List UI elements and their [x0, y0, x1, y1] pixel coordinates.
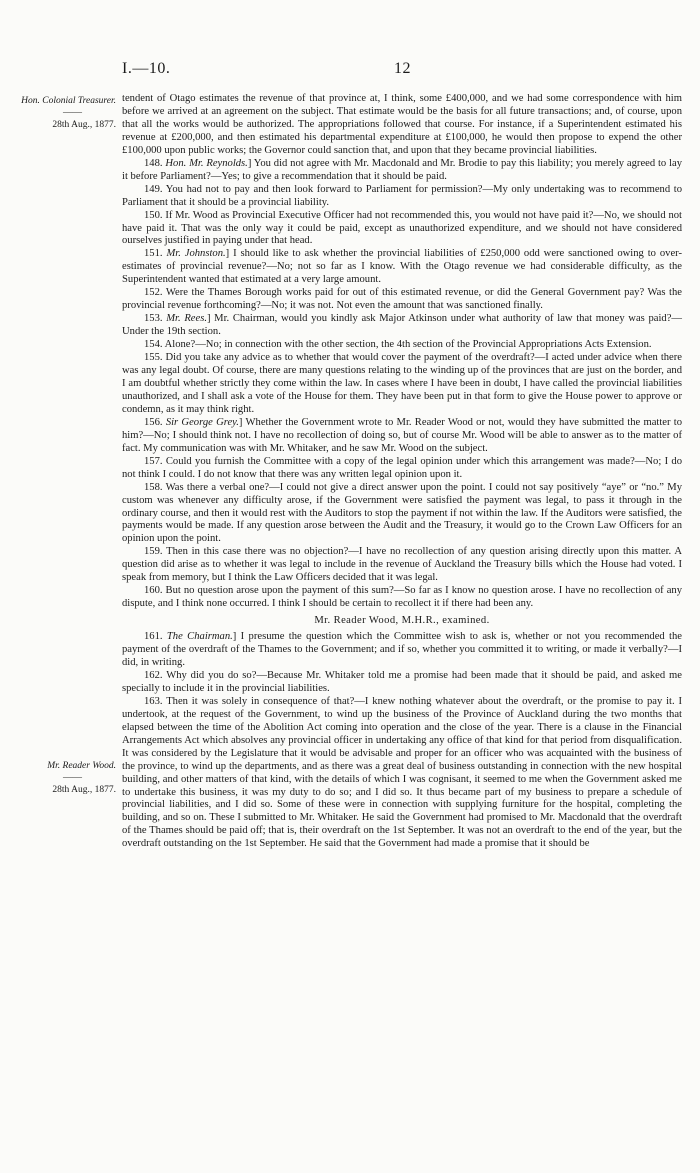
question-text: ] Mr. Chairman, would you kindly ask Major Atkinson under what authority of law that money was paid?—Under the 19th section. — [122, 313, 682, 338]
question-number: 148. — [144, 157, 166, 169]
margin-note-dash: —— — [63, 773, 82, 783]
margin-note-name: Hon. Colonial Treasurer. — [21, 96, 116, 106]
margin-note-name: Mr. Reader Wood. — [47, 761, 116, 771]
question-149: 149. You had not to pay and then look forward to Parliament for permission?—My only undertaking was to recommend to Parliament that it should be a provincial liability. — [122, 183, 682, 208]
margin-note-date: 28th Aug., 1877. — [52, 120, 116, 130]
margin-note-treasurer — [12, 95, 116, 131]
question-156 — [122, 417, 682, 456]
document-body — [122, 93, 682, 851]
question-151 — [122, 248, 682, 287]
question-number: 156. — [144, 416, 166, 428]
speaker-name: Mr. Johnston. — [166, 248, 226, 260]
speaker-name: Mr. Rees. — [166, 313, 207, 325]
question-number: 153. — [144, 313, 167, 325]
paragraph-continued: tendent of Otago estimates the revenue of that province at, I think, some £400,000, and we had some correspondence with him before we arrived at an agreement on the subject. That estimate would be the basis for all future transactions; and, of course, upon that all the works would be authorized. The appropriations followed that course. For instance, if a Superintendent estimated his revenue at £200,000, and then estimated his departmental expenditure at £100,000, he would then propose to expend the other £100,000 upon public works; the Governor could sanction that, and upon that they became provincial liabilities. — [122, 93, 682, 156]
question-text: ] I presume the question which the Committee wish to ask is, whether or not you recommended the payment of the overdraft of the Thames to the Government; and if so, whether you committed it to writing, or made it verbally?—I did, in writing. — [122, 631, 682, 668]
margin-note-dash: —— — [63, 108, 82, 118]
question-text: ] I should like to ask whether the provincial liabilities of £250,000 odd were sanctioned owing to over-estimates of provincial revenue?—No; not so far as I know. With the Otago revenue we had considerable difficulty, as the Superintendent wanted that estimated at a very large amount. — [122, 248, 682, 286]
section-heading: Mr. Reader Wood, M.H.R., examined. — [314, 615, 490, 627]
question-150: 150. If Mr. Wood as Provincial Executive Officer had not recommended this, you would not have paid it?—No, we should not have paid it. That was the only way it could be paid, except as unauthorized expenditure, and we should not have considered ourselves justified in paying under that head. — [122, 209, 682, 247]
question-148 — [122, 158, 682, 184]
question-number: 161. — [144, 631, 167, 643]
question-162: 162. Why did you do so?—Because Mr. Whitaker told me a promise had been made that it should be paid, and asked me specially to include it in the provincial liabilities. — [122, 669, 682, 694]
question-152: 152. Were the Thames Borough works paid for out of this estimated revenue, or did the General Government pay? Was the provincial revenue forthcoming?—No; it was not. Not even the amount that was sanctioned finally. — [122, 287, 682, 312]
question-159: 159. Then in this case there was no objection?—I have no recollection of any question arising directly upon this matter. A question did arise as to whether it was legal to include in the revenue of Auckland the Treasury bills which the House had voted. I speak from memory, but I think the Law Officers decided that it was legal. — [122, 546, 682, 584]
question-text: ] You did not agree with Mr. Macdonald and Mr. Brodie to pay this liability; you merely agreed to lay it before Parliament?—Yes; to give a recommendation that it should be paid. — [122, 157, 682, 182]
question-155: 155. Did you take any advice as to whether that would cover the payment of the overdraft?—I acted under advice when there was any legal doubt. Of course, there are many questions relating to the winding up of the provinces that are just on the border, and I am doubtful whether strictly they come within the law. In cases where I have been in doubt, I have called the provincial liabilities unauthorized, and I shall ask a vote of the House for them. They have been put in that form to give the House power to approve or condemn, as it may think right. — [122, 352, 682, 415]
margin-note-date: 28th Aug., 1877. — [52, 785, 116, 795]
question-154: 154. Alone?—No; in connection with the other section, the 4th section of the Provincial Appropriations Acts Extension. — [144, 339, 652, 351]
speaker-name: Hon. Mr. Reynolds. — [165, 157, 248, 169]
speaker-name: Sir George Grey. — [165, 416, 239, 428]
question-160: 160. But no question arose upon the payment of this sum?—So far as I know no question arose. I have no recollection of any dispute, and I think none occurred. I think I should be certain to recollect it if there had been any. — [122, 585, 682, 610]
question-158: 158. Was there a verbal one?—I could not give a direct answer upon the point. I could not say positively “aye” or “no.” My custom was whenever any difficulty arose, if the Government were satisfied the payment was legal, to pass it through in the ordinary course, and then it would rest with the Auditors to stop the payment if not within the law. If the Auditors were satisfied, the payments would be made. If any question arose between the Audit and the Treasury, it would go to the Crown Law Officers for an opinion upon the point. — [122, 481, 682, 545]
question-text: ] Whether the Government wrote to Mr. Reader Wood or not, would they have submitted the matter to him?—No; I should think not. I have no recollection of doing so, but of course Mr. Wood will be able to answer as to the matter of fact. My communication was with Mr. Whitaker, and he saw Mr. Wood on the subject. — [122, 416, 683, 454]
question-161 — [122, 631, 682, 670]
question-163: 163. Then it was solely in consequence of that?—I knew nothing whatever about the overdraft, or the promise to pay it. I undertook, at the request of the Government, to wind up the business of the Province of Auckland during the two months that elapsed between the time of the Abolition Act coming into operation and the close of the year. There is a clause in the Financial Arrangements Act which absolves any provincial officer in undertaking any office of that kind for that period from disqualification. It was considered by the Legislature that it would be advisable and proper for an officer who was acquainted with the business of the province, to wind up the departments, and as there was a great deal of business outstanding in connection with the new hospital building, and other matters of that kind, with the details of which I was cognisant, it seemed to me when the Government asked me to undertake this business, it was my duty to do so; and I did so. It thus became part of my business to prepare a schedule of provincial liabilities, and I did so. Some of these were in connection with supplying furniture for the hospital, completing the building, and so on. These I submitted to Mr. Whitaker. He said the Government had promised to Mr. Macdonald that the overdraft of the Thames should be paid off; that is, their overdraft on the 1st September. It was not an overdraft to the end of the year, but the overdraft outstanding on the 1st September. He said that the Government had made a promise that it should be — [122, 695, 682, 850]
question-153 — [122, 313, 682, 339]
question-157: 157. Could you furnish the Committee with a copy of the legal opinion under which this arrangement was made?—No; I do not think I could. I do not know that there was any written legal opinion upon it. — [122, 455, 682, 480]
question-number: 151. — [144, 248, 167, 260]
paper-reference: I.—10. — [122, 60, 171, 77]
margin-note-reader-wood — [12, 760, 116, 796]
page-number: 12 — [394, 60, 411, 77]
speaker-name: The Chairman. — [166, 631, 233, 643]
